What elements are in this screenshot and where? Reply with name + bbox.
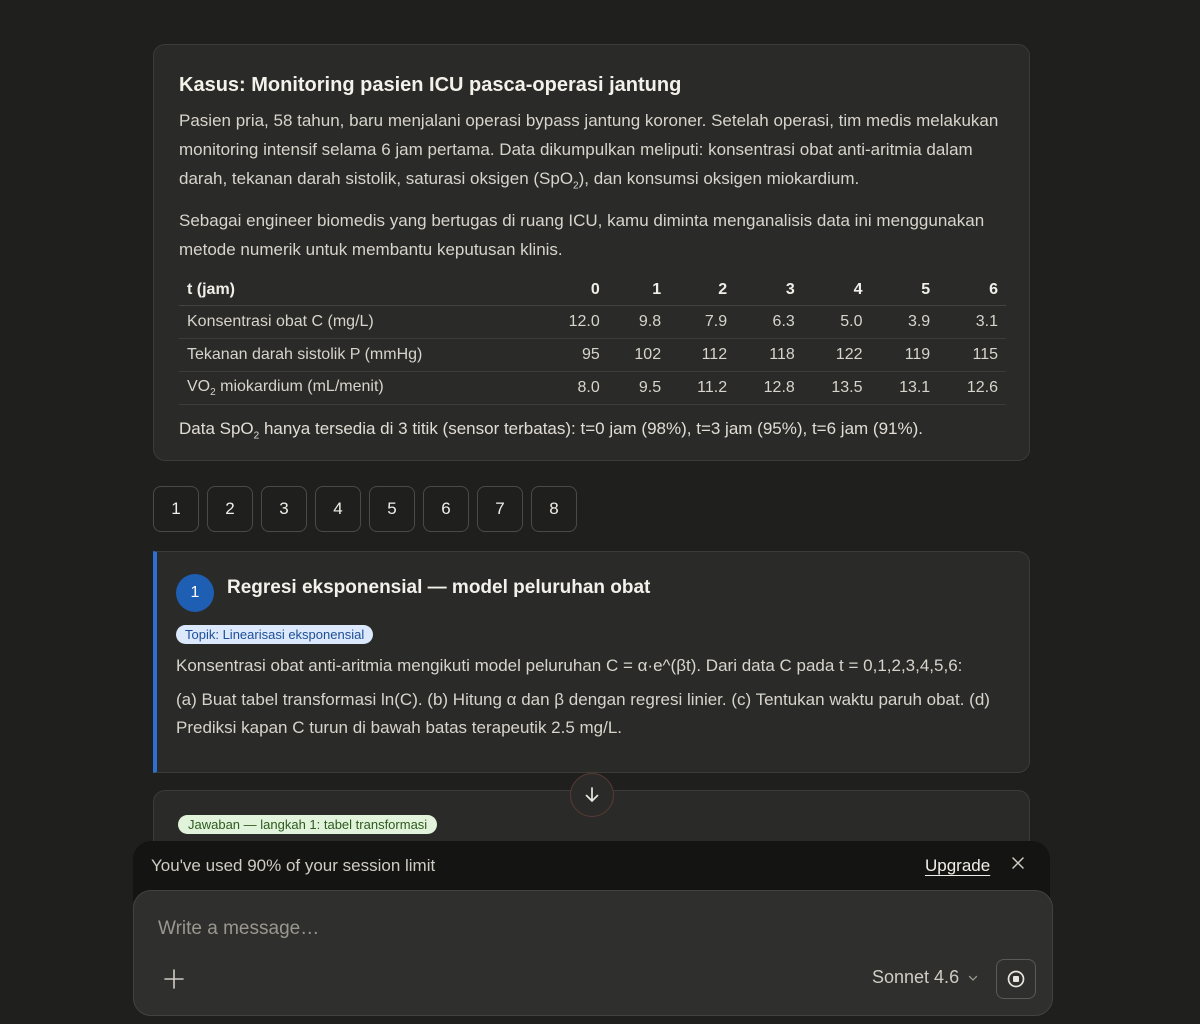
model-selector[interactable] xyxy=(872,967,979,988)
page-button-1[interactable]: 1 xyxy=(153,486,199,532)
table-header-time: 2 xyxy=(669,274,735,305)
stop-icon xyxy=(1006,969,1026,989)
page-button-5[interactable]: 5 xyxy=(369,486,415,532)
table-cell: 9.5 xyxy=(608,371,669,404)
table-cell: 12.0 xyxy=(540,305,608,338)
table-cell: 3.1 xyxy=(938,305,1006,338)
table-header-label: t (jam) xyxy=(179,274,540,305)
case-title: Kasus: Monitoring pasien ICU pasca-operasi jantung xyxy=(179,74,682,96)
row-label: Konsentrasi obat C (mg/L) xyxy=(179,305,540,338)
table-cell: 12.8 xyxy=(735,371,803,404)
chevron-down-icon xyxy=(967,972,979,984)
table-cell: 95 xyxy=(540,338,608,371)
page-button-4[interactable]: 4 xyxy=(315,486,361,532)
monitoring-table xyxy=(179,274,1006,405)
message-input[interactable] xyxy=(158,915,858,943)
page-button-6[interactable]: 6 xyxy=(423,486,469,532)
case-card xyxy=(153,44,1030,461)
question-number-badge: 1 xyxy=(176,574,214,612)
table-cell: 119 xyxy=(871,338,939,371)
table-header-row xyxy=(179,274,1006,305)
page-button-8[interactable]: 8 xyxy=(531,486,577,532)
table-row xyxy=(179,338,1006,371)
page-button-7[interactable]: 7 xyxy=(477,486,523,532)
spo2-note-text-end: hanya tersedia di 3 titik (sensor terbatas): t=0 jam (98%), t=3 jam (95%), t=6 jam (91%). xyxy=(259,418,923,438)
case-description xyxy=(179,106,1004,200)
row-label-sub: 2 xyxy=(210,386,216,398)
table-cell: 8.0 xyxy=(540,371,608,404)
row-label xyxy=(179,371,540,404)
row-label-text-end: miokardium (mL/menit) xyxy=(215,377,384,395)
table-cell: 12.6 xyxy=(938,371,1006,404)
session-limit-text: You've used 90% of your session limit xyxy=(151,856,436,875)
spo2-note-text: Data SpO xyxy=(179,418,254,438)
table-header-time: 1 xyxy=(608,274,669,305)
page-button-3[interactable]: 3 xyxy=(261,486,307,532)
row-label: Tekanan darah sistolik P (mmHg) xyxy=(179,338,540,371)
table-header-time: 6 xyxy=(938,274,1006,305)
question-header xyxy=(176,572,1007,612)
page-button-2[interactable]: 2 xyxy=(207,486,253,532)
table-cell: 122 xyxy=(803,338,871,371)
table-cell: 13.5 xyxy=(803,371,871,404)
table-cell: 9.8 xyxy=(608,305,669,338)
case-description-text-end: ), dan konsumsi oksigen miokardium. xyxy=(578,169,860,188)
case-task: Sebagai engineer biomedis yang bertugas di ruang ICU, kamu diminta menganalisis data ini menggunakan metode numerik untuk membantu keputusan klinis. xyxy=(179,211,985,260)
answer-step-badge: Jawaban — langkah 1: tabel transformasi xyxy=(178,815,437,834)
question-text: Konsentrasi obat anti-aritmia mengikuti model peluruhan C = α·e^(βt). Dari data C pada t = 0,1,2,3,4,5,6: xyxy=(176,656,963,675)
question-card xyxy=(153,551,1030,773)
case-description-sub: 2 xyxy=(573,180,579,192)
model-name: Sonnet 4.6 xyxy=(872,967,960,987)
table-cell: 6.3 xyxy=(735,305,803,338)
table-header-time: 5 xyxy=(871,274,939,305)
question-title: Regresi eksponensial — model peluruhan obat xyxy=(227,577,651,598)
question-pager xyxy=(153,486,577,532)
spo2-note xyxy=(179,416,1004,449)
row-label-text: VO xyxy=(187,377,211,395)
table-cell: 13.1 xyxy=(871,371,939,404)
arrow-down-icon xyxy=(582,785,602,805)
table-cell: 11.2 xyxy=(669,371,735,404)
spo2-note-sub: 2 xyxy=(253,430,260,442)
table-cell: 115 xyxy=(938,338,1006,371)
close-icon[interactable] xyxy=(1009,854,1027,872)
upgrade-link[interactable]: Upgrade xyxy=(925,856,991,875)
case-description-text: Pasien pria, 58 tahun, baru menjalani operasi bypass jantung koroner. Setelah operasi, tim medis melakukan monitoring intensif selama 6 jam pertama. Data dikumpulkan meliputi: konsentrasi obat anti-aritmia dalam darah, tekanan darah sistolik, saturasi oksigen (SpO xyxy=(179,111,999,188)
table-header-time: 3 xyxy=(735,274,803,305)
table-cell: 5.0 xyxy=(803,305,871,338)
plus-icon[interactable] xyxy=(162,967,186,991)
table-row xyxy=(179,371,1006,404)
table-cell: 102 xyxy=(608,338,669,371)
table-cell: 112 xyxy=(669,338,735,371)
question-subtasks: (a) Buat tabel transformasi ln(C). (b) Hitung α dan β dengan regresi linier. (c) Tentukan waktu paruh obat. (d) Prediksi kapan C turun di bawah batas terapeutik 2.5 mg/L. xyxy=(176,690,990,737)
table-header-time: 0 xyxy=(540,274,608,305)
table-cell: 118 xyxy=(735,338,803,371)
message-composer xyxy=(133,890,1053,1016)
table-row xyxy=(179,305,1006,338)
stop-button[interactable] xyxy=(996,959,1036,999)
table-cell: 7.9 xyxy=(669,305,735,338)
topic-badge: Topik: Linearisasi eksponensial xyxy=(176,625,373,644)
scroll-down-button[interactable] xyxy=(570,773,614,817)
table-header-time: 4 xyxy=(803,274,871,305)
table-cell: 3.9 xyxy=(871,305,939,338)
